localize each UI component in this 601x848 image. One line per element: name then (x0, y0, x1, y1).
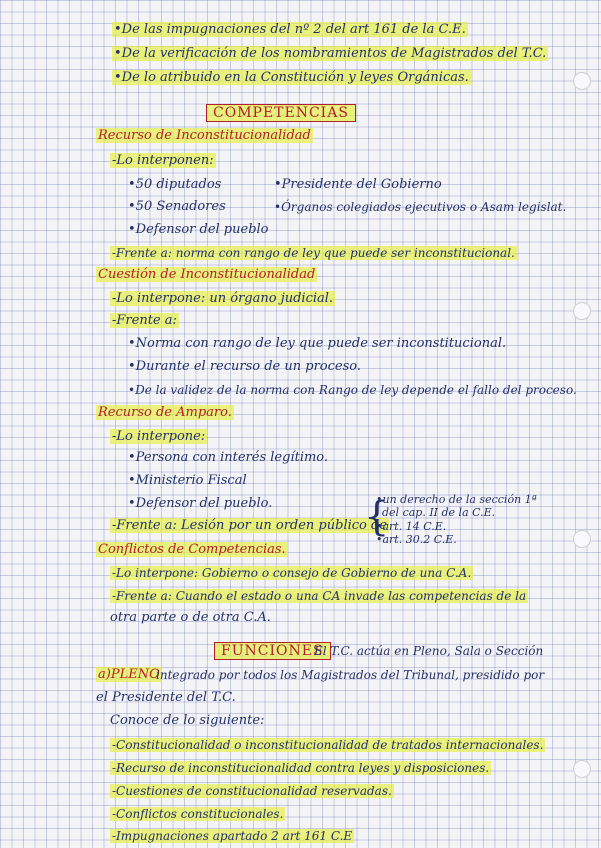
list-item: •Presidente del Gobierno (274, 177, 442, 192)
list-item: -Constitucionalidad o inconstitucionalidad de tratados internacionales. (112, 738, 544, 752)
pleno-text: integrado por todos los Magistrados del Tribunal, presidido por (156, 668, 545, 682)
frente-line: -Frente a: Cuando el estado o una CA invade las competencias de la (112, 589, 527, 603)
intro-line: •De lo atribuido en la Constitución y leyes Orgánicas. (114, 70, 469, 85)
cuestion-title: Cuestión de Inconstitucionalidad (98, 267, 316, 282)
binder-hole (573, 72, 591, 90)
binder-hole (573, 760, 591, 778)
bracket-item: del cap. II de la C.E. (382, 506, 496, 519)
bracket-item: •art. 14 C.E. (376, 520, 447, 533)
intro-line: •De las impugnaciones del nº 2 del art 161 de la C.E. (114, 22, 466, 37)
bracket-item: •art. 30.2 C.E. (376, 533, 457, 546)
list-item: •Durante el recurso de un proceso. (128, 359, 362, 374)
list-item: •Órganos colegiados ejecutivos o Asam legislat. (274, 200, 567, 214)
funciones-subtitle: El T.C. actúa en Pleno, Sala o Sección (314, 644, 544, 658)
frente-label: -Frente a: (112, 313, 177, 328)
interpone-line: -Lo interpone: Gobierno o consejo de Gobierno de una C.A. (112, 566, 472, 580)
interpone-label: -Lo interpone: (112, 429, 206, 444)
list-item: •Norma con rango de ley que puede ser inconstitucional. (128, 336, 507, 351)
pleno-text: el Presidente del T.C. (96, 690, 236, 705)
binder-hole (573, 302, 591, 320)
list-item: -Cuestiones de constitucionalidad reservadas. (112, 784, 392, 798)
list-item: -Impugnaciones apartado 2 art 161 C.E (112, 829, 353, 843)
frente-line: otra parte o de otra C.A. (110, 610, 271, 625)
intro-line: •De la verificación de los nombramientos de Magistrados del T.C. (114, 46, 547, 61)
binder-hole (573, 530, 591, 548)
interpone-line: -Lo interpone: un órgano judicial. (112, 291, 334, 306)
list-item: •Defensor del pueblo. (128, 496, 273, 511)
pleno-label: a)PLENO (98, 667, 160, 682)
competencias-title: COMPETENCIAS (206, 105, 356, 121)
list-item: -Recurso de inconstitucionalidad contra leyes y disposiciones. (112, 761, 490, 775)
list-item: -Conflictos constitucionales. (112, 807, 284, 821)
list-item: •50 diputados (128, 177, 222, 192)
list-item: •Defensor del pueblo (128, 222, 269, 237)
conflictos-title: Conflictos de Competencias. (98, 542, 286, 557)
interponen-label: -Lo interponen: (112, 153, 214, 168)
conoce-label: Conoce de lo siguiente: (110, 713, 265, 728)
list-item: •Persona con interés legítimo. (128, 450, 329, 465)
list-item: •Ministerio Fiscal (128, 473, 247, 488)
frente-line: -Frente a: Lesión por un orden público de (112, 518, 388, 533)
recurso-inconst-title: Recurso de Inconstitucionalidad (98, 128, 311, 143)
funciones-title: FUNCIONES (214, 643, 331, 659)
brace: { (364, 494, 390, 540)
list-item: •50 Senadores (128, 199, 226, 214)
list-item: •De la validez de la norma con Rango de ley depende el fallo del proceso. (128, 383, 577, 397)
amparo-title: Recurso de Amparo. (98, 405, 232, 420)
frente-line: -Frente a: norma con rango de ley que puede ser inconstitucional. (112, 246, 515, 260)
bracket-item: •un derecho de la sección 1ª (376, 493, 537, 506)
